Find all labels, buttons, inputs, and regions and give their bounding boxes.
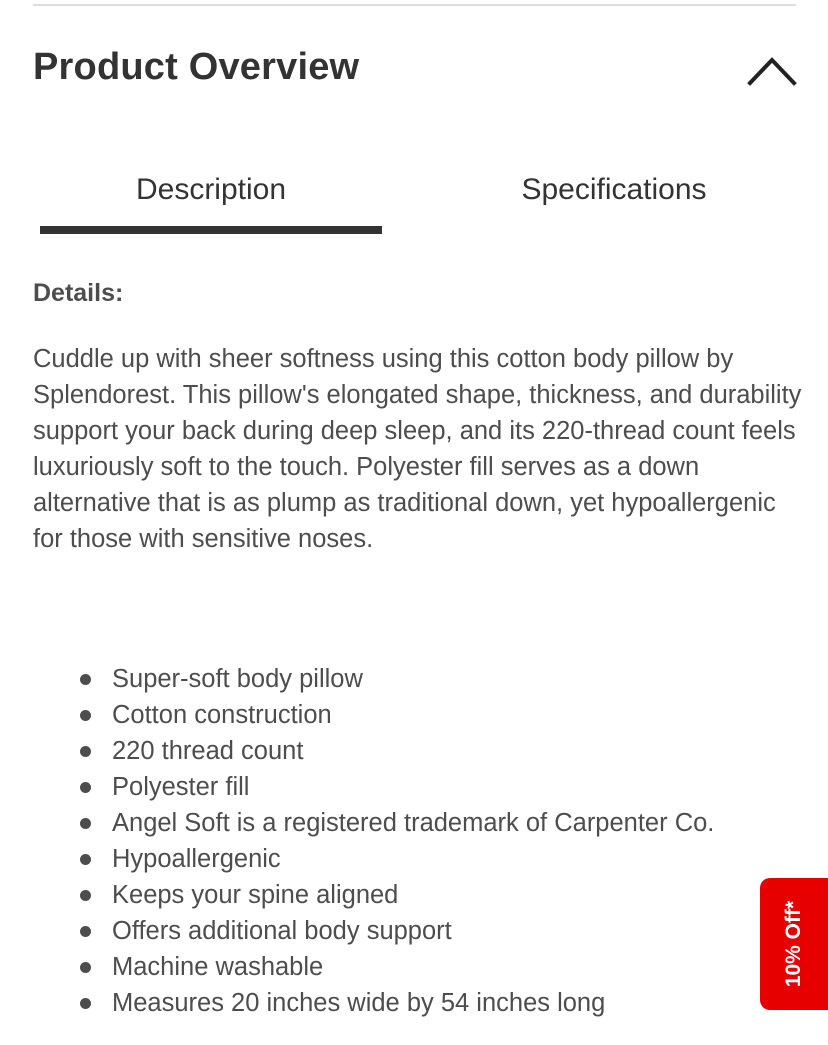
- tab-description[interactable]: [40, 168, 382, 236]
- list-item: [80, 877, 714, 913]
- feature-list: [80, 661, 714, 1021]
- bullet-icon: [80, 962, 91, 973]
- discount-label: 10% Off*: [782, 900, 805, 988]
- list-item: [80, 949, 714, 985]
- feature-text: Polyester fill: [112, 773, 250, 801]
- feature-text: Measures 20 inches wide by 54 inches long: [112, 989, 606, 1017]
- tab-specifications[interactable]: [428, 168, 800, 236]
- feature-text: Super-soft body pillow: [112, 665, 363, 693]
- feature-text: Machine washable: [112, 953, 324, 981]
- bullet-icon: [80, 818, 91, 829]
- list-item: [80, 985, 714, 1021]
- section-title: Product Overview: [33, 46, 360, 88]
- chevron-up-icon: [746, 52, 798, 90]
- bullet-icon: [80, 674, 91, 685]
- tab-specifications-label: Specifications: [521, 173, 707, 206]
- list-item: [80, 805, 714, 841]
- discount-promo-button[interactable]: [760, 878, 828, 1010]
- list-item: [80, 769, 714, 805]
- feature-text: 220 thread count: [112, 737, 304, 765]
- list-item: [80, 697, 714, 733]
- overview-tabs: [40, 168, 800, 236]
- feature-text: Angel Soft is a registered trademark of Carpenter Co.: [112, 809, 715, 837]
- collapse-toggle-button[interactable]: [746, 52, 798, 90]
- bullet-icon: [80, 890, 91, 901]
- bullet-icon: [80, 746, 91, 757]
- list-item: [80, 913, 714, 949]
- feature-text: Cotton construction: [112, 701, 332, 729]
- list-item: [80, 841, 714, 877]
- bullet-icon: [80, 710, 91, 721]
- bullet-icon: [80, 926, 91, 937]
- details-heading: Details:: [33, 279, 124, 307]
- feature-text: Keeps your spine aligned: [112, 881, 399, 909]
- product-description: Cuddle up with sheer softness using this cotton body pillow by Splendorest. This pillow's elongated shape, thickness, and durability support your back during deep sleep, and its 220-thread count feels luxuriously soft to the touch. Polyester fill serves as a down alternative that is as plump as traditional down, yet hypoallergenic for those with sensitive noses.: [33, 345, 802, 553]
- tab-description-label: Description: [135, 173, 287, 206]
- bullet-icon: [80, 854, 91, 865]
- list-item: [80, 661, 714, 697]
- list-item: [80, 733, 714, 769]
- feature-text: Offers additional body support: [112, 917, 452, 945]
- bullet-icon: [80, 998, 91, 1009]
- bullet-icon: [80, 782, 91, 793]
- feature-text: Hypoallergenic: [112, 845, 281, 873]
- section-divider: [33, 4, 796, 6]
- active-tab-indicator: [40, 226, 382, 234]
